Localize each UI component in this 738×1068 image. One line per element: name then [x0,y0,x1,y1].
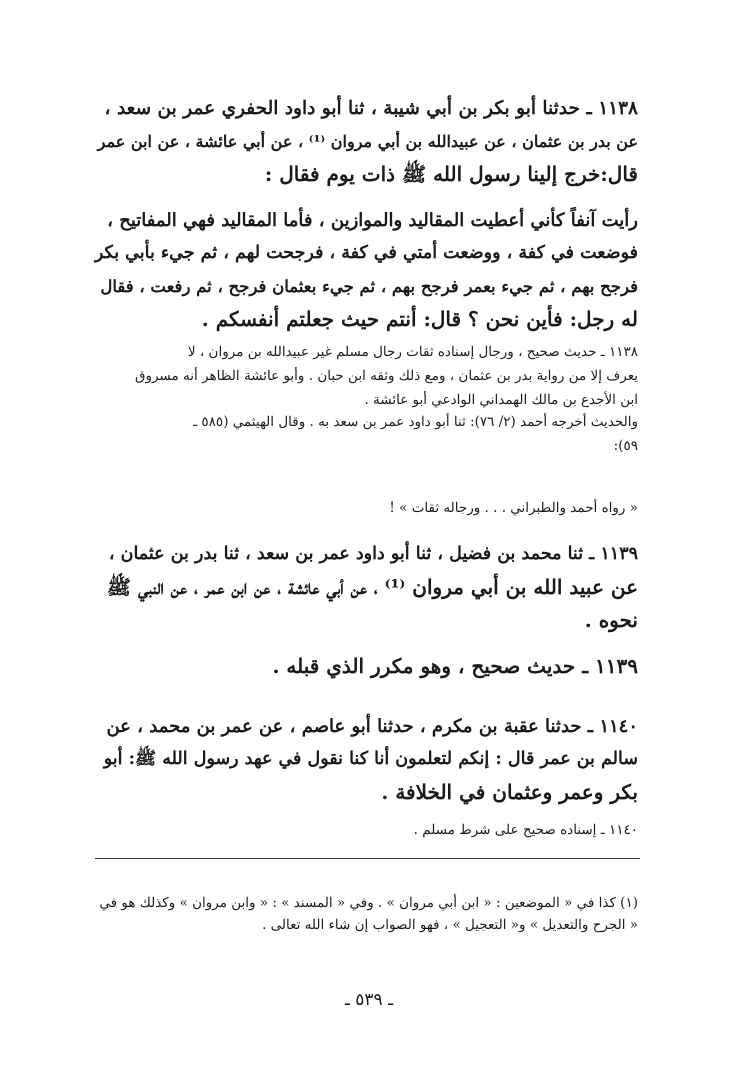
hadith-1139-text [95,538,638,637]
text-line: فوضعت في كفة ، ووضعت أمتي في كفة ، فرجحت لهم ، ثم جيء بأبي بكر [94,243,638,263]
hadith-1138-isnad [95,92,638,191]
text-line: بكر وعمر وعثمان في الخلافة . [381,780,638,804]
text-line: عن عبيد الله بن أبي مروان ⁽¹⁾ ، عن أبي عائشة ، عن ابن عمر ، عن النبي ﷺ [106,575,638,599]
text-line: رأيت آنفاً كأني أعطيت المقاليد والموازين ، فأما المقاليد فهي المفاتيح ، [107,210,638,231]
text-line: ١١٣٩ ـ حديث صحيح ، وهو مكرر الذي قبله . [272,654,638,678]
hadith-1140-commentary [95,818,638,842]
hadith-1138-takhrij [95,410,638,458]
text-line: عن بدر بن عثمان ، عن عبيدالله بن أبي مروان ⁽¹⁾ ، عن أبي عائشة ، عن ابن عمر [97,132,638,151]
hadith-1140-text [95,710,638,809]
text-line: سالم بن عمر قال : إنكم لتعلمون أنا كنا نقول في عهد رسول الله ﷺ: أبو [103,749,638,769]
text-line: ١١٤٠ ـ حدثنا عقبة بن مكرم ، حدثنا أبو عاصم ، عن عمر بن محمد ، عن [106,716,638,737]
commentary-line: ابن الأجدع بن مالك الهمداني الوادعي أبو عائشة . [364,392,638,408]
commentary-line: ١١٣٨ ـ حديث صحيح ، ورجال إسناده ثقات رجال مسلم غير عبيدالله بن مروان ، لا [187,344,638,360]
text-line: ١١٣٩ ـ ثنا محمد بن فضيل ، ثنا أبو داود عمر بن سعد ، ثنا بدر بن عثمان ، [108,544,638,564]
commentary-line: ٥٩): [613,438,638,454]
hadith-1138-haythami-quote [95,496,638,520]
hadith-1138-matn [95,204,638,336]
footnote-line: « الجرح والتعديل » و« التعجيل » ، فهو الصواب إن شاء الله تعالى . [262,917,638,933]
text-line: له رجل: فأين نحن ؟ قال: أنتم حيث جعلتم أنفسكم . [201,307,638,331]
footnote-line: (١) كذا في « الموضعين : « ابن أبي مروان » . وفي « المسند » : « وابن مروان » وكذلك هو في [99,895,638,911]
commentary-line: يعرف إلا من رواية بدر بن عثمان ، ومع ذلك وثقه ابن حبان . وأبو عائشة الظاهر أنه مسروق [134,368,638,384]
text-line: قال:خرج إلينا رسول الله ﷺ ذات يوم فقال : [264,162,638,186]
hadith-1139-commentary [95,650,638,683]
footnote [95,892,638,936]
hadith-1138-commentary [95,340,638,412]
commentary-line: « رواه أحمد والطبراني . . . ورجاله ثقات » ! [389,500,638,516]
text-line: فرجح بهم ، ثم جيء بعمر فرجح بهم ، ثم جيء بعثمان فرجح ، ثم رفعت ، فقال [100,277,638,296]
text-line: نحوه . [584,608,638,632]
text-line: ١١٣٨ ـ حدثنا أبو بكر بن أبي شيبة ، ثنا أبو داود الحفري عمر بن سعد ، [104,98,638,119]
commentary-line: ١١٤٠ ـ إسناده صحيح على شرط مسلم . [413,822,638,838]
commentary-line: والحديث أخرجه أحمد (٢/ ٧٦): ثنا أبو داود عمر بن سعد به . وقال الهيثمي (٥٨٥ ـ [193,414,638,430]
page-number: ـ ٥٣٩ ـ [344,990,394,1010]
footnote-separator [95,858,640,859]
